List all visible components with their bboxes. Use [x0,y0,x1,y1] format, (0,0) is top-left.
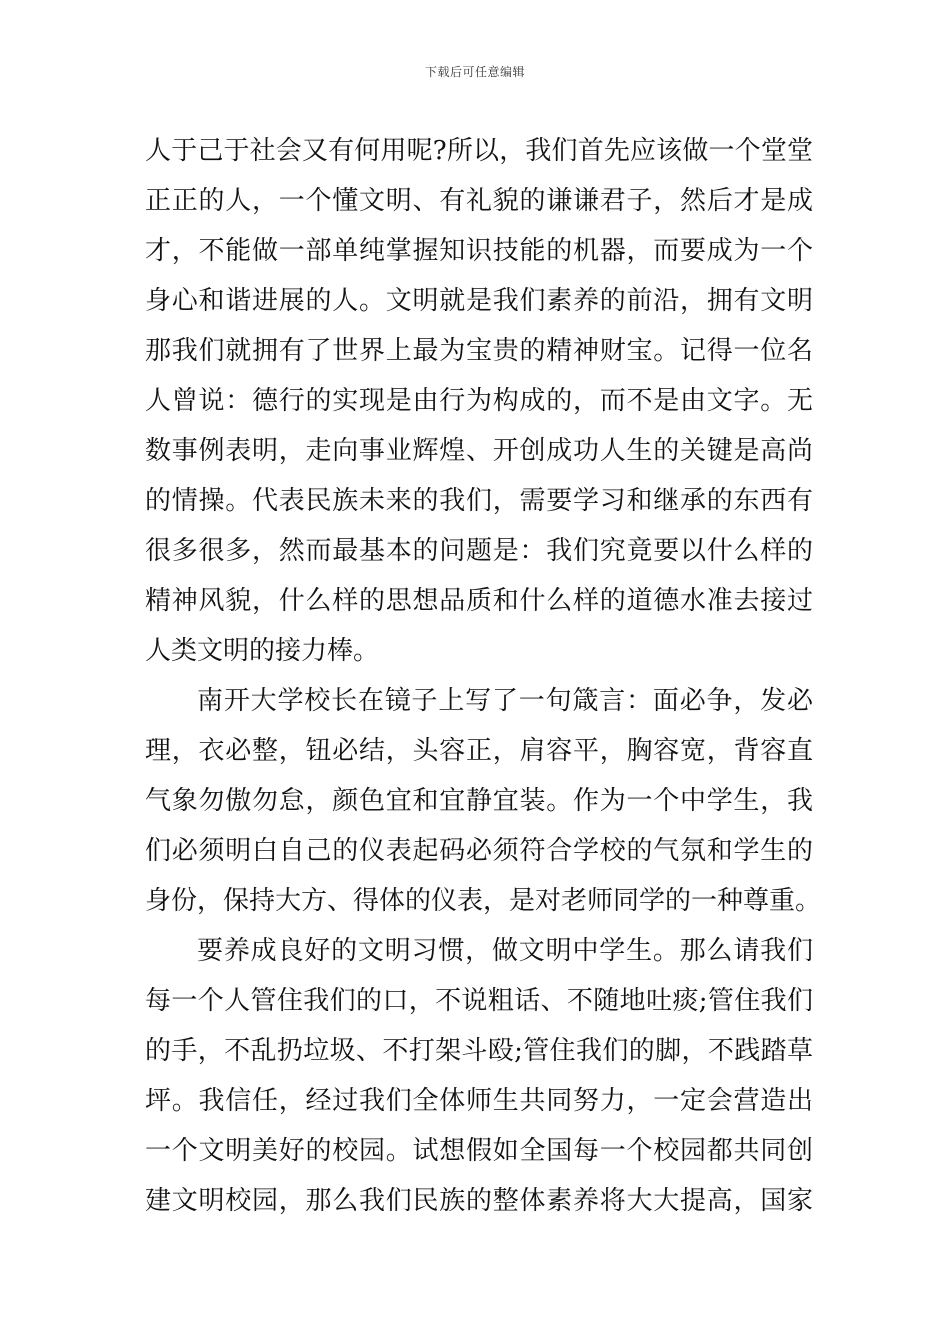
text-line: 每一个人管住我们的口，不说粗话、不随地吐痰;管住我们 [145,986,813,1016]
text-line: 一个文明美好的校园。试想假如全国每一个校园都共同创 [145,1136,813,1166]
text-line: 们必须明白自己的仪表起码必须符合学校的气氛和学生的 [145,836,813,866]
document-body [145,126,822,1226]
text-line: 人类文明的接力棒。 [145,636,380,666]
text-line: 气象勿傲勿怠，颜色宜和宜静宜装。作为一个中学生，我 [145,786,813,816]
text-line: 理，衣必整，钮必结，头容正，肩容平，胸容宽，背容直 [145,736,813,766]
text-line: 人于己于社会又有何用呢?所以，我们首先应该做一个堂堂 [145,136,813,166]
text-line: 很多很多，然而最基本的问题是：我们究竟要以什么样的 [145,536,813,566]
text-line: 坪。我信任，经过我们全体师生共同努力，一定会营造出 [145,1086,813,1116]
text-line: 那我们就拥有了世界上最为宝贵的精神财宝。记得一位名 [145,336,813,366]
page-header: 下载后可任意编辑 [424,65,525,79]
text-line: 建文明校园，那么我们民族的整体素养将大大提高，国家 [145,1186,813,1216]
text-line: 要养成良好的文明习惯，做文明中学生。那么请我们 [197,936,813,966]
text-line: 数事例表明，走向事业辉煌、开创成功人生的关键是高尚 [145,436,813,466]
text-line: 才，不能做一部单纯掌握知识技能的机器，而要成为一个 [145,236,813,266]
text-line: 人曾说：德行的实现是由行为构成的，而不是由文字。无 [145,386,813,416]
text-line: 正正的人，一个懂文明、有礼貌的谦谦君子，然后才是成 [145,186,813,216]
text-line: 身份，保持大方、得体的仪表，是对老师同学的一种尊重。 [145,886,822,916]
text-line: 精神风貌，什么样的思想品质和什么样的道德水准去接过 [145,586,813,616]
text-line: 的手，不乱扔垃圾、不打架斗殴;管住我们的脚，不践踏草 [145,1036,813,1066]
text-line: 的情操。代表民族未来的我们，需要学习和继承的东西有 [145,486,813,516]
text-line: 南开大学校长在镜子上写了一句箴言：面必争，发必 [197,686,813,716]
text-line: 身心和谐进展的人。文明就是我们素养的前沿，拥有文明 [145,286,813,316]
